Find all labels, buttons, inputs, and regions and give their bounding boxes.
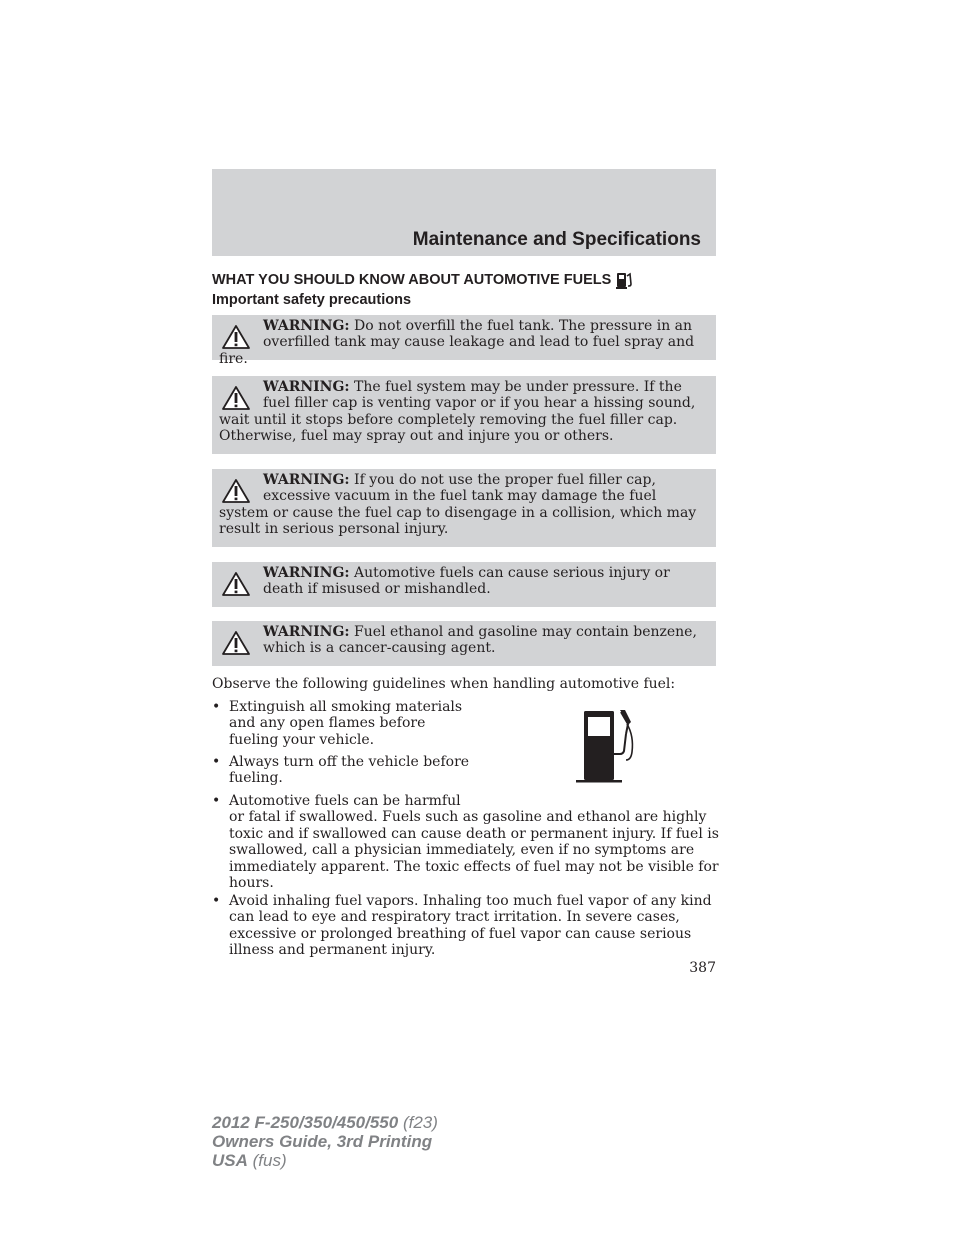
warning-label: WARNING: bbox=[263, 472, 350, 488]
section-header-band bbox=[212, 169, 716, 256]
list-item-line: fueling. bbox=[229, 770, 283, 787]
intro-paragraph: Observe the following guidelines when handling automotive fuel: bbox=[212, 676, 676, 692]
warning-triangle-icon bbox=[221, 571, 251, 597]
warning-box bbox=[212, 469, 716, 547]
warning-triangle-icon bbox=[221, 324, 251, 350]
warning-triangle-icon bbox=[221, 385, 251, 411]
warning-label: WARNING: bbox=[263, 318, 350, 334]
section-title-text: WHAT YOU SHOULD KNOW ABOUT AUTOMOTIVE FUELS bbox=[212, 272, 612, 288]
footer-model: 2012 F-250/350/450/550 bbox=[212, 1113, 399, 1132]
list-item-line: and any open flames before bbox=[229, 715, 426, 732]
list-item-line: hours. bbox=[229, 875, 274, 892]
bullet-symbol: • bbox=[212, 699, 221, 715]
list-item-line: or fatal if swallowed. Fuels such as gasoline and ethanol are highly bbox=[229, 809, 707, 826]
list-item-line: Avoid inhaling fuel vapors. Inhaling too much fuel vapor of any kind bbox=[229, 893, 712, 909]
warning-box bbox=[212, 621, 716, 666]
list-item-line: Automotive fuels can be harmful bbox=[229, 793, 461, 809]
warning-text: The fuel system may be under pressure. If the fuel filler cap is venting vapor or if you hear a hissing sound, wait until it stops before completely removing the fuel filler cap. Otherwise, fuel may spray out and injure you or others. bbox=[219, 379, 696, 445]
warning-triangle-icon bbox=[221, 478, 251, 504]
list-item-line: illness and permanent injury. bbox=[229, 942, 436, 959]
list-item bbox=[212, 793, 719, 891]
footer-market: USA bbox=[212, 1151, 248, 1170]
fuel-pump-icon bbox=[574, 708, 636, 784]
list-item-line: immediately apparent. The toxic effects of fuel may not be visible for bbox=[229, 858, 719, 875]
list-item-line: Extinguish all smoking materials bbox=[229, 699, 463, 715]
warning-label: WARNING: bbox=[263, 565, 350, 581]
chapter-title: Maintenance and Specifications bbox=[412, 229, 701, 250]
warning-text: Do not overfill the fuel tank. The pressure in an overfilled tank may cause leakage and lead to fuel spray and fire. bbox=[219, 318, 695, 367]
warning-triangle-icon bbox=[221, 630, 251, 656]
bullet-symbol: • bbox=[212, 793, 221, 809]
warning-box bbox=[212, 315, 716, 367]
fuel-pump-icon bbox=[615, 270, 635, 290]
bullet-symbol: • bbox=[212, 754, 221, 770]
list-item bbox=[212, 893, 712, 959]
list-item-line: swallowed, call a physician immediately, even if no symptoms are bbox=[229, 842, 695, 859]
list-item bbox=[212, 754, 469, 787]
list-item-line: fueling your vehicle. bbox=[229, 731, 375, 748]
warning-text: If you do not use the proper fuel filler cap, excessive vacuum in the fuel tank may damage the fuel system or cause the fuel cap to disengage in a collision, which may result in serious personal injury. bbox=[219, 472, 697, 538]
subsection-title: Important safety precautions bbox=[212, 292, 412, 308]
warning-label: WARNING: bbox=[263, 379, 350, 395]
page-number: 387 bbox=[689, 960, 716, 976]
document-footer bbox=[212, 1113, 438, 1170]
warning-text: Automotive fuels can cause serious injury or death if misused or mishandled. bbox=[263, 565, 670, 598]
list-item-line: can lead to eye and respiratory tract irritation. In severe cases, bbox=[229, 909, 680, 926]
list-item-line: toxic and if swallowed can cause death or permanent injury. If fuel is bbox=[229, 825, 719, 842]
list-item-line: Always turn off the vehicle before bbox=[229, 754, 470, 770]
footer-model-code: (f23) bbox=[398, 1113, 438, 1132]
warning-text: Fuel ethanol and gasoline may contain benzene, which is a cancer-causing agent. bbox=[263, 624, 697, 657]
warning-box bbox=[212, 376, 716, 454]
bullet-symbol: • bbox=[212, 893, 221, 909]
list-item bbox=[212, 699, 462, 748]
footer-market-code: (fus) bbox=[247, 1151, 287, 1170]
warning-label: WARNING: bbox=[263, 624, 350, 640]
footer-edition: Owners Guide, 3rd Printing bbox=[212, 1132, 433, 1151]
list-item-line: excessive or prolonged breathing of fuel vapor can cause serious bbox=[229, 925, 692, 942]
section-title bbox=[212, 270, 635, 290]
warning-box bbox=[212, 562, 716, 607]
